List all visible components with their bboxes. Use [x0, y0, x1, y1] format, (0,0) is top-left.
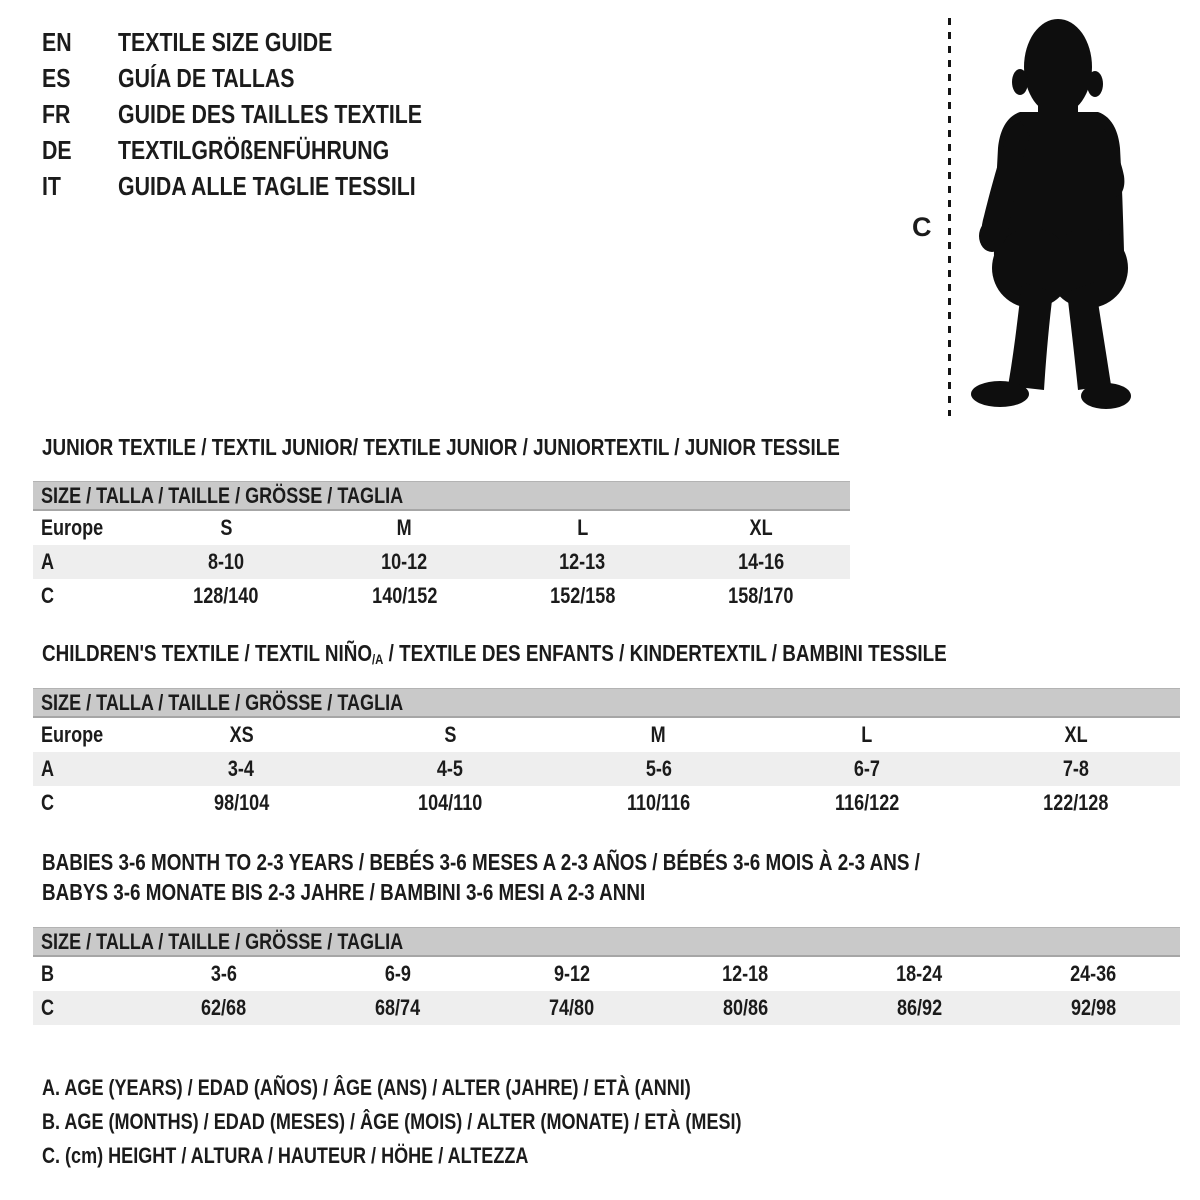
legend-line-c: C. (cm) HEIGHT / ALTURA / HAUTEUR / HÖHE / ALTEZZA	[42, 1143, 529, 1168]
guide-title-es: GUÍA DE TALLAS	[118, 62, 295, 93]
measurement-legend	[42, 1071, 895, 1173]
row-label: A	[41, 549, 55, 574]
size-cell: 122/128	[1043, 790, 1109, 815]
language-code: EN	[42, 26, 72, 57]
size-cell: XL	[1064, 722, 1088, 747]
row-label: B	[41, 961, 55, 986]
size-cell: L	[861, 722, 873, 747]
guide-title-fr: GUIDE DES TAILLES TEXTILE	[118, 98, 423, 129]
size-cell: M	[396, 515, 412, 540]
size-cell: 86/92	[896, 995, 942, 1020]
size-header-row: SIZE / TALLA / TAILLE / GRÖSSE / TAGLIA	[33, 688, 1180, 718]
height-measure-dashed-line	[948, 18, 951, 416]
language-code: DE	[42, 134, 72, 165]
size-cell: 110/116	[626, 790, 691, 815]
guide-title-it: GUIDA ALLE TAGLIE TESSILI	[118, 170, 416, 201]
table-row-age-years	[33, 752, 1180, 786]
size-cell: 14-16	[737, 549, 784, 574]
size-header-row: SIZE / TALLA / TAILLE / GRÖSSE / TAGLIA	[33, 927, 1180, 957]
size-cell: 140/152	[371, 583, 437, 608]
row-label: C	[41, 995, 55, 1020]
size-cell: 68/74	[375, 995, 421, 1020]
toddler-silhouette-icon	[968, 16, 1136, 416]
size-cell: 158/170	[728, 583, 794, 608]
section-title-children: CHILDREN'S TEXTILE / TEXTIL NIÑO/A / TEXTILE DES ENFANTS / KINDERTEXTIL / BAMBINI TESSILE	[42, 640, 947, 668]
size-cell: 128/140	[193, 583, 259, 608]
row-label: C	[41, 790, 55, 815]
size-cell: 62/68	[201, 995, 247, 1020]
size-cell: 92/98	[1070, 995, 1116, 1020]
size-cell: L	[577, 515, 589, 540]
size-cell: S	[443, 722, 456, 747]
size-cell: 12-18	[722, 961, 769, 986]
size-cell: 6-7	[854, 756, 881, 781]
table-row-europe	[33, 511, 850, 545]
table-row-age-months	[33, 957, 1180, 991]
guide-title-en: TEXTILE SIZE GUIDE	[118, 26, 333, 57]
size-cell: XL	[749, 515, 773, 540]
size-cell: S	[220, 515, 233, 540]
row-label: C	[41, 583, 55, 608]
language-row-en	[42, 24, 489, 60]
table-row-height	[33, 786, 1180, 820]
row-label: A	[41, 756, 55, 781]
size-cell: 7-8	[1062, 756, 1089, 781]
size-table-babies	[33, 927, 1180, 1025]
size-cell: 5-6	[645, 756, 672, 781]
language-code: FR	[42, 98, 71, 129]
section-title-babies: BABIES 3-6 MONTH TO 2-3 YEARS / BEBÉS 3-6 MESES A 2-3 AÑOS / BÉBÉS 3-6 MOIS À 2-3 ANS / BABYS 3-6 MONATE BIS 2-3 JAHRE / BAMBINI 3-6 MESI A 2-3 ANNI	[42, 849, 920, 905]
row-label: Europe	[41, 722, 104, 747]
guide-title-de: TEXTILGRÖßENFÜHRUNG	[118, 134, 390, 165]
size-cell: 152/158	[550, 583, 616, 608]
language-row-fr	[42, 96, 489, 132]
size-cell: 80/86	[722, 995, 768, 1020]
language-code: ES	[42, 62, 71, 93]
table-row-height	[33, 579, 850, 613]
height-measure-label: C	[912, 212, 932, 242]
size-cell: 74/80	[548, 995, 595, 1020]
table-row-europe	[33, 718, 1180, 752]
language-row-de	[42, 132, 489, 168]
size-cell: 18-24	[896, 961, 943, 986]
legend-line-a: A. AGE (YEARS) / EDAD (AÑOS) / ÂGE (ANS) / ALTER (JAHRE) / ETÀ (ANNI)	[42, 1075, 691, 1100]
language-row-es	[42, 60, 489, 96]
size-cell: 3-4	[228, 756, 255, 781]
size-cell: 4-5	[436, 756, 463, 781]
size-table-junior	[33, 481, 850, 613]
language-code: IT	[42, 170, 61, 201]
size-table-children	[33, 688, 1180, 820]
size-header-row: SIZE / TALLA / TAILLE / GRÖSSE / TAGLIA	[33, 481, 850, 511]
nino-a-subscript: /A	[372, 652, 384, 668]
size-cell: M	[650, 722, 666, 747]
size-cell: 9-12	[553, 961, 590, 986]
table-row-age-years	[33, 545, 850, 579]
size-cell: 3-6	[210, 961, 237, 986]
size-cell: 6-9	[384, 961, 411, 986]
size-cell: 116/122	[834, 790, 900, 815]
size-cell: 12-13	[559, 549, 606, 574]
size-cell: 98/104	[213, 790, 269, 815]
size-cell: 24-36	[1069, 961, 1117, 986]
size-cell: XS	[229, 722, 254, 747]
size-cell: 8-10	[208, 549, 245, 574]
row-label: Europe	[41, 515, 104, 540]
size-cell: 104/110	[417, 790, 482, 815]
language-title-list	[42, 24, 489, 204]
table-row-height	[33, 991, 1180, 1025]
section-title-junior: JUNIOR TEXTILE / TEXTIL JUNIOR/ TEXTILE JUNIOR / JUNIORTEXTIL / JUNIOR TESSILE	[42, 434, 840, 460]
language-row-it	[42, 168, 489, 204]
size-cell: 10-12	[381, 549, 428, 574]
legend-line-b: B. AGE (MONTHS) / EDAD (MESES) / ÂGE (MOIS) / ALTER (MONATE) / ETÀ (MESI)	[42, 1109, 742, 1134]
